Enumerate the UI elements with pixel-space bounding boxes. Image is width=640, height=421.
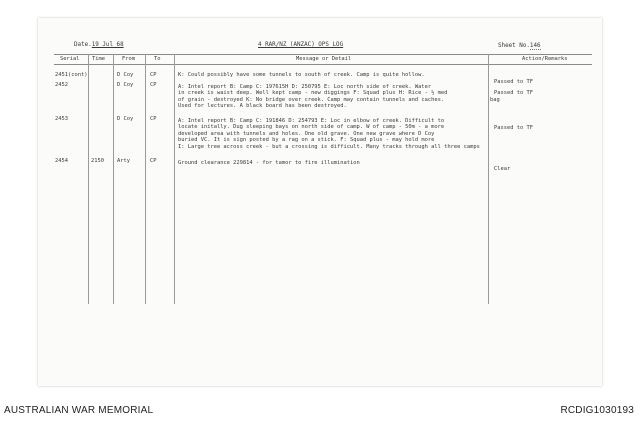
column-header-message: Message or Detail: [296, 56, 352, 62]
sheet-number-field: [498, 43, 541, 49]
document-title: 4 RAR/NZ (ANZAC) OPS LOG: [258, 42, 344, 48]
row-to: CP: [150, 116, 157, 122]
date-field: [74, 42, 124, 48]
message-line: in creek is waist deep. Well kept camp - new diggings F: Squad plus H: Rice - ½ med: [178, 90, 448, 97]
row-to: CP: [150, 82, 157, 88]
row-from: D Coy: [117, 82, 134, 88]
archive-reference: RCDIG1030193: [560, 405, 634, 416]
row-action: Passed to TF: [494, 125, 533, 131]
message-line: of grain - destroyed K: No bridge over creek. Camp may contain tunnels and caches.: [178, 96, 445, 103]
message-line: K: Could possibly have some tunnels to south of creek. Camp is quite hollow.: [178, 72, 425, 78]
sheet-label: Sheet No.: [498, 43, 530, 49]
row-serial: 2451(cont): [55, 72, 88, 78]
message-line: buried VC. It is sign posted by a rag on a stick. F: Squad plus - may hold more: [178, 137, 435, 144]
row-message: [178, 160, 490, 166]
row-serial: 2453: [55, 116, 68, 122]
row-action-note: bag: [490, 97, 500, 103]
message-line: locate initally. Dug sleeping bays on north side of camp. W of camp - 50m - a more: [178, 124, 445, 131]
row-from: Arty: [117, 158, 130, 164]
row-to: CP: [150, 72, 157, 78]
column-divider: [88, 54, 89, 304]
column-header-action: Action/Remarks: [522, 56, 568, 62]
row-serial: 2454: [55, 158, 68, 164]
message-line: I: Large tree across creek - but a crossing is difficult. Many tracks through all three camps: [178, 143, 480, 150]
row-message: [178, 72, 490, 78]
message-line: developed area with tunnels and holes. One old grave. One new grave where D Coy: [178, 130, 435, 137]
column-header-from: From: [122, 56, 135, 62]
column-divider: [145, 54, 146, 304]
row-message: [178, 118, 490, 150]
message-line: A: Intel report B: Camp C: 191846 D: 254793 E: Loc in elbow of creek. Difficult to: [178, 118, 445, 124]
message-line: Used for lectures. A black board has been destroyed.: [178, 103, 347, 110]
row-action: Clear: [494, 166, 511, 172]
column-divider: [174, 54, 175, 304]
table-top-rule: [54, 54, 592, 55]
sheet-number: 146: [529, 43, 541, 49]
archive-credit: AUSTRALIAN WAR MEMORIAL: [4, 405, 154, 416]
column-header-time: Time: [92, 56, 105, 62]
date-value: 19 Jul 68: [91, 42, 124, 48]
row-serial: 2452: [55, 82, 68, 88]
message-line: Ground clearance 229814 - for tamor to fire illumination: [178, 160, 360, 166]
row-action: Passed to TF: [494, 79, 533, 85]
row-to: CP: [150, 158, 157, 164]
column-divider: [113, 54, 114, 304]
row-action: Passed to TF: [494, 90, 533, 96]
log-sheet: [38, 18, 602, 386]
row-from: D Coy: [117, 72, 134, 78]
column-header-serial: Serial: [60, 56, 80, 62]
row-message: [178, 84, 490, 110]
row-from: D Coy: [117, 116, 134, 122]
row-time: 2150: [91, 158, 104, 164]
table-header-rule: [54, 64, 592, 65]
date-label: Date.: [74, 42, 92, 48]
column-header-to: To: [154, 56, 161, 62]
message-line: A: Intel report B: Camp C: 197615H D: 250795 E: Loc north side of creek. Water: [178, 84, 432, 90]
